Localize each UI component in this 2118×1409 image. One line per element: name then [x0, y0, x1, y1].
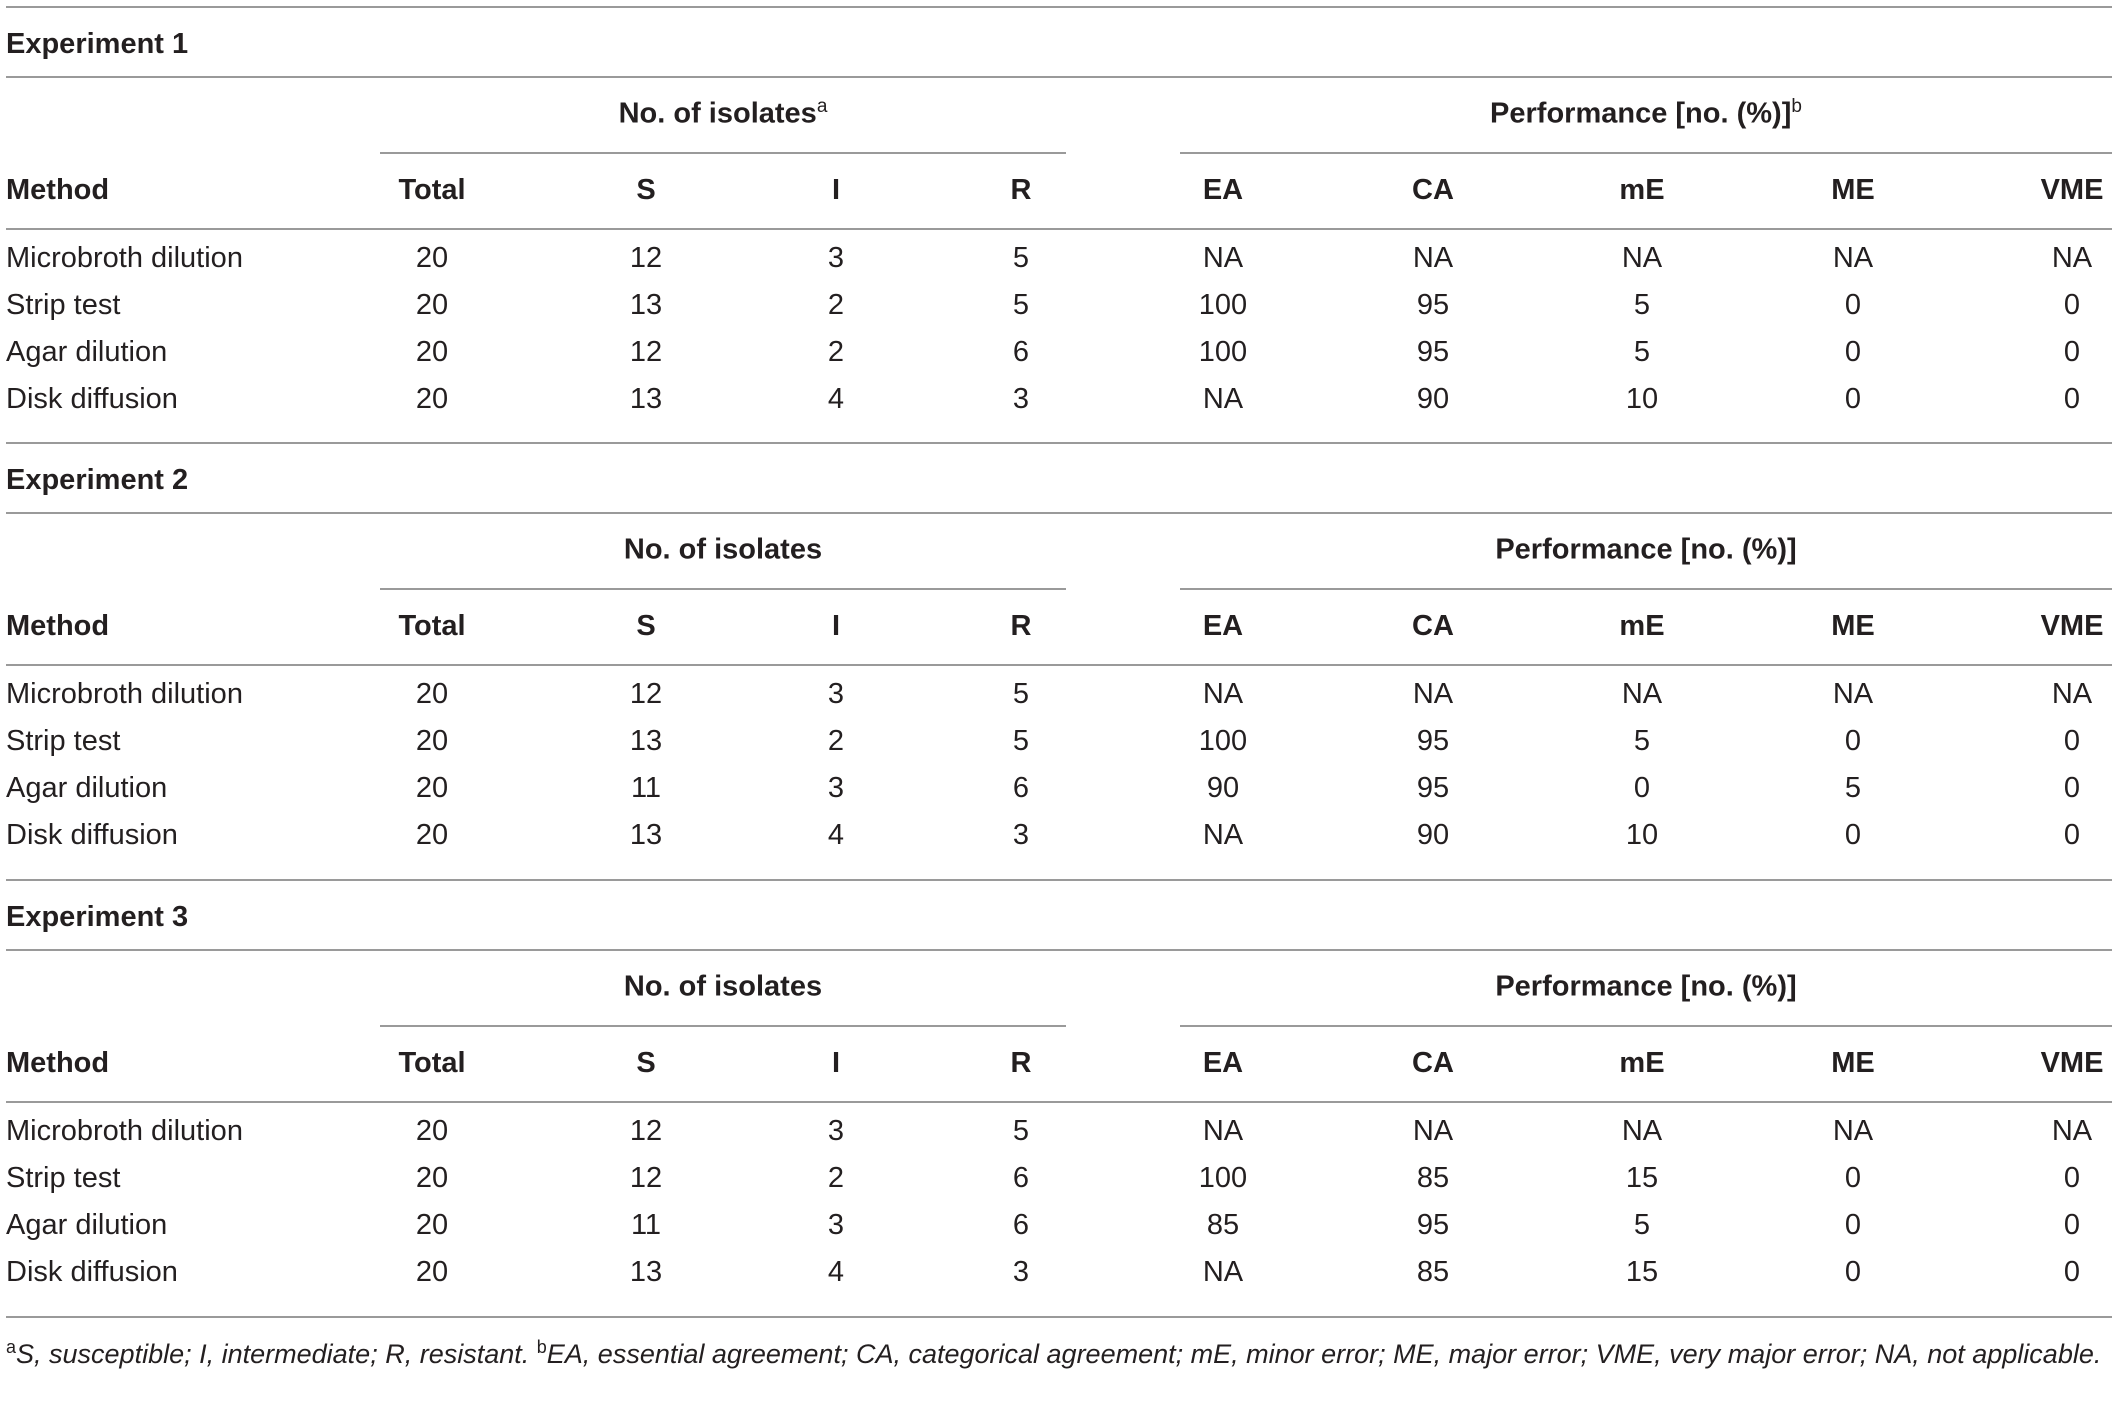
method-cell: Strip test	[6, 289, 121, 321]
vme-cell: 0	[2063, 336, 2081, 368]
vme-cell: 0	[2063, 383, 2081, 415]
ea-cell: 100	[1198, 1162, 1248, 1194]
me-cell: NA	[1621, 242, 1663, 274]
experiment-title: Experiment 2	[6, 464, 189, 496]
r-cell: 3	[1012, 1256, 1030, 1288]
ca-cell: NA	[1412, 678, 1454, 710]
method-cell: Agar dilution	[6, 772, 168, 804]
ea-cell: 100	[1198, 725, 1248, 757]
column-header-vme: VME	[2040, 1047, 2104, 1079]
i-cell: 2	[827, 289, 845, 321]
header-rule	[6, 664, 2112, 666]
r-cell: 5	[1012, 242, 1030, 274]
method-cell: Microbroth dilution	[6, 678, 243, 710]
i-cell: 3	[827, 678, 845, 710]
ea-cell: 100	[1198, 289, 1248, 321]
ca-cell: 95	[1416, 1209, 1450, 1241]
s-cell: 11	[630, 1209, 662, 1241]
performance-group-text: Performance [no. (%)]	[1495, 533, 1797, 566]
method-cell: Disk diffusion	[6, 819, 178, 851]
r-cell: 5	[1012, 678, 1030, 710]
ca-cell: 90	[1416, 383, 1450, 415]
column-group-row	[6, 512, 2112, 590]
column-header-i: I	[831, 1047, 841, 1079]
r-cell: 6	[1012, 1209, 1030, 1241]
column-header-vme: VME	[2040, 610, 2104, 642]
ca-cell: NA	[1412, 1115, 1454, 1147]
table-row	[6, 379, 2112, 426]
s-cell: 12	[629, 1115, 663, 1147]
vme-cell: 0	[2063, 1256, 2081, 1288]
vme-cell: NA	[2051, 1115, 2093, 1147]
column-header-total: Total	[398, 1047, 466, 1079]
method-cell: Strip test	[6, 1162, 121, 1194]
ca-cell: 95	[1416, 772, 1450, 804]
header-rule	[6, 1101, 2112, 1103]
table-row	[6, 768, 2112, 815]
performance-group-text: Performance [no. (%)]	[1495, 970, 1797, 1003]
s-cell: 13	[629, 725, 663, 757]
table-row	[6, 674, 2112, 721]
me-cell: 0	[1844, 336, 1862, 368]
vme-cell: 0	[2063, 772, 2081, 804]
column-header-me: ME	[1831, 610, 1875, 642]
header-rule	[6, 228, 2112, 230]
me-cell: NA	[1621, 1115, 1663, 1147]
column-header-total: Total	[398, 610, 466, 642]
total-cell: 20	[415, 725, 449, 757]
r-cell: 6	[1012, 772, 1030, 804]
i-cell: 4	[827, 1256, 845, 1288]
table-row	[6, 1252, 2112, 1299]
column-header-row	[6, 1025, 2112, 1101]
s-cell: 13	[629, 819, 663, 851]
isolates-footnote-marker: a	[816, 96, 828, 117]
s-cell: 11	[630, 772, 662, 804]
s-cell: 13	[629, 383, 663, 415]
total-cell: 20	[415, 1256, 449, 1288]
column-header-method: Method	[6, 174, 110, 206]
me-cell: 0	[1844, 289, 1862, 321]
table-bottom-rule	[6, 1316, 2112, 1318]
column-group-row	[6, 949, 2112, 1027]
i-cell: 2	[827, 725, 845, 757]
ca-cell: 95	[1416, 289, 1450, 321]
s-cell: 12	[629, 1162, 663, 1194]
r-cell: 6	[1012, 336, 1030, 368]
experiment-title: Experiment 1	[6, 28, 189, 60]
footnote-text-b: EA, essential agreement; CA, categorical agreement; mE, minor error; ME, major error; VME, very major error; NA, not applicable.	[546, 1339, 2102, 1369]
total-cell: 20	[415, 772, 449, 804]
column-header-total: Total	[398, 174, 466, 206]
i-cell: 3	[827, 1115, 845, 1147]
i-cell: 2	[827, 1162, 845, 1194]
vme-cell: 0	[2063, 1162, 2081, 1194]
column-header-s: S	[636, 174, 656, 206]
me-cell: 0	[1844, 1209, 1862, 1241]
me-cell: NA	[1832, 678, 1874, 710]
me-cell: 5	[1633, 336, 1651, 368]
s-cell: 12	[629, 242, 663, 274]
column-header-vme: VME	[2040, 174, 2104, 206]
table-row	[6, 332, 2112, 379]
footnote-marker-b: b	[536, 1337, 547, 1357]
ca-cell: 95	[1416, 336, 1450, 368]
performance-group-label	[1180, 96, 2112, 131]
table-row	[6, 1205, 2112, 1252]
column-header-ca: CA	[1412, 174, 1454, 206]
r-cell: 6	[1012, 1162, 1030, 1194]
column-header-ea: EA	[1202, 1047, 1244, 1079]
vme-cell: NA	[2051, 678, 2093, 710]
me-cell: 0	[1844, 383, 1862, 415]
i-cell: 4	[827, 819, 845, 851]
ca-cell: 85	[1416, 1162, 1450, 1194]
ea-cell: NA	[1202, 819, 1244, 851]
me-cell: 5	[1844, 772, 1862, 804]
total-cell: 20	[415, 242, 449, 274]
r-cell: 5	[1012, 725, 1030, 757]
me-cell: NA	[1621, 678, 1663, 710]
method-cell: Microbroth dilution	[6, 1115, 243, 1147]
s-cell: 12	[629, 336, 663, 368]
s-cell: 13	[629, 289, 663, 321]
column-header-method: Method	[6, 1047, 110, 1079]
s-cell: 13	[629, 1256, 663, 1288]
i-cell: 3	[827, 1209, 845, 1241]
column-header-me: ME	[1831, 174, 1875, 206]
column-header-me: ME	[1831, 1047, 1875, 1079]
vme-cell: 0	[2063, 1209, 2081, 1241]
column-group-row	[6, 76, 2112, 154]
me-cell: 0	[1633, 772, 1651, 804]
column-header-method: Method	[6, 610, 110, 642]
me-cell: 15	[1625, 1256, 1659, 1288]
footnote-text-a: S, susceptible; I, intermediate; R, resistant.	[16, 1339, 530, 1369]
performance-group-label	[1180, 969, 2112, 1004]
column-header-ca: CA	[1412, 610, 1454, 642]
isolates-group-text: No. of isolates	[623, 533, 823, 566]
vme-cell: 0	[2063, 819, 2081, 851]
ca-cell: 90	[1416, 819, 1450, 851]
experiment-header	[6, 6, 2112, 78]
r-cell: 5	[1012, 289, 1030, 321]
vme-cell: 0	[2063, 725, 2081, 757]
me-cell: 5	[1633, 289, 1651, 321]
column-header-row	[6, 152, 2112, 228]
me-cell: 5	[1633, 1209, 1651, 1241]
table-row	[6, 721, 2112, 768]
total-cell: 20	[415, 678, 449, 710]
ca-cell: NA	[1412, 242, 1454, 274]
isolates-group-label	[380, 969, 1066, 1004]
isolates-group-text: No. of isolates	[618, 97, 817, 130]
me-cell: 0	[1844, 725, 1862, 757]
performance-footnote-marker: b	[1791, 96, 1802, 117]
table-row	[6, 815, 2112, 862]
ca-cell: 95	[1416, 725, 1450, 757]
total-cell: 20	[415, 1209, 449, 1241]
column-header-r: R	[1010, 174, 1032, 206]
column-header-s: S	[636, 1047, 656, 1079]
ea-cell: 100	[1198, 336, 1248, 368]
me-cell: 5	[1633, 725, 1651, 757]
i-cell: 2	[827, 336, 845, 368]
me-cell: 0	[1844, 1162, 1862, 1194]
me-cell: 15	[1625, 1162, 1659, 1194]
table-row	[6, 285, 2112, 332]
ca-cell: 85	[1416, 1256, 1450, 1288]
column-header-i: I	[831, 174, 841, 206]
ea-cell: 85	[1206, 1209, 1240, 1241]
total-cell: 20	[415, 1162, 449, 1194]
table-footnote	[6, 1328, 2112, 1373]
isolates-group-text: No. of isolates	[623, 970, 823, 1003]
column-header-ea: EA	[1202, 610, 1244, 642]
me-cell: NA	[1832, 1115, 1874, 1147]
total-cell: 20	[415, 336, 449, 368]
column-header-me: mE	[1619, 174, 1665, 206]
total-cell: 20	[415, 289, 449, 321]
r-cell: 3	[1012, 383, 1030, 415]
column-header-me: mE	[1619, 1047, 1665, 1079]
r-cell: 3	[1012, 819, 1030, 851]
method-cell: Disk diffusion	[6, 1256, 178, 1288]
total-cell: 20	[415, 819, 449, 851]
r-cell: 5	[1012, 1115, 1030, 1147]
performance-group-text: Performance [no. (%)]	[1490, 97, 1792, 130]
ea-cell: NA	[1202, 383, 1244, 415]
ea-cell: NA	[1202, 1115, 1244, 1147]
vme-cell: NA	[2051, 242, 2093, 274]
table-row	[6, 238, 2112, 285]
experiment-title: Experiment 3	[6, 901, 189, 933]
me-cell: 0	[1844, 819, 1862, 851]
column-header-r: R	[1010, 610, 1032, 642]
me-cell: NA	[1832, 242, 1874, 274]
experiment-header	[6, 442, 2112, 514]
table-row	[6, 1111, 2112, 1158]
table-row	[6, 1158, 2112, 1205]
column-header-row	[6, 588, 2112, 664]
method-cell: Agar dilution	[6, 336, 168, 368]
vme-cell: 0	[2063, 289, 2081, 321]
method-cell: Strip test	[6, 725, 121, 757]
isolates-group-label	[380, 96, 1066, 131]
total-cell: 20	[415, 383, 449, 415]
column-header-r: R	[1010, 1047, 1032, 1079]
column-header-me: mE	[1619, 610, 1665, 642]
footnote-marker-a: a	[6, 1337, 17, 1357]
column-header-s: S	[636, 610, 656, 642]
ea-cell: 90	[1206, 772, 1240, 804]
method-cell: Agar dilution	[6, 1209, 168, 1241]
column-header-ca: CA	[1412, 1047, 1454, 1079]
method-cell: Microbroth dilution	[6, 242, 243, 274]
experiment-header	[6, 879, 2112, 951]
i-cell: 4	[827, 383, 845, 415]
ea-cell: NA	[1202, 678, 1244, 710]
ea-cell: NA	[1202, 1256, 1244, 1288]
me-cell: 0	[1844, 1256, 1862, 1288]
i-cell: 3	[827, 772, 845, 804]
i-cell: 3	[827, 242, 845, 274]
performance-group-label	[1180, 532, 2112, 567]
column-header-ea: EA	[1202, 174, 1244, 206]
s-cell: 12	[629, 678, 663, 710]
me-cell: 10	[1625, 819, 1659, 851]
ea-cell: NA	[1202, 242, 1244, 274]
method-cell: Disk diffusion	[6, 383, 178, 415]
total-cell: 20	[415, 1115, 449, 1147]
me-cell: 10	[1625, 383, 1659, 415]
isolates-group-label	[380, 532, 1066, 567]
column-header-i: I	[831, 610, 841, 642]
